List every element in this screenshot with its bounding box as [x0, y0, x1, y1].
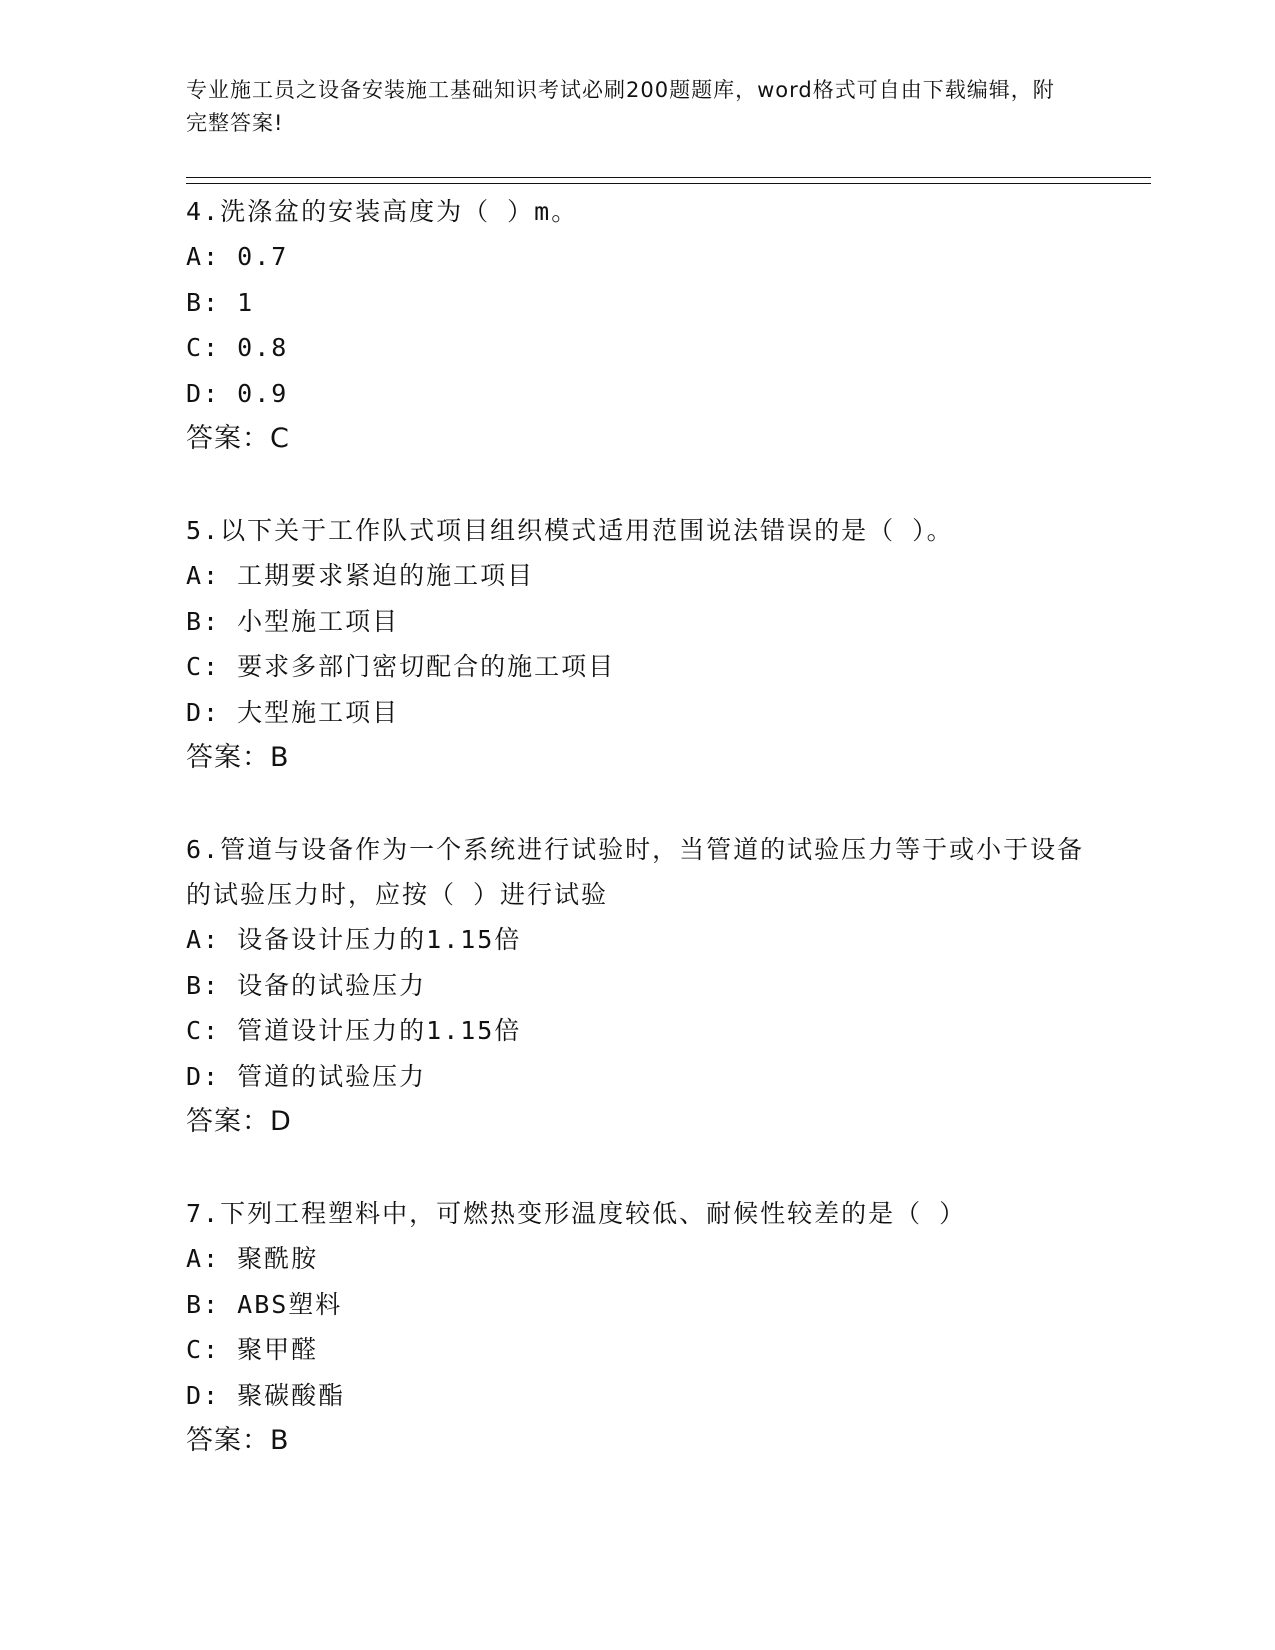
option-a: A: 0.7 [186, 242, 289, 271]
option-b: B: 1 [186, 287, 255, 317]
question-stem: 6.管道与设备作为一个系统进行试验时，当管道的试验压力等于或小于设备的试验压力时，应按（ ）进行试验 [186, 835, 1085, 909]
option-a: A: 工期要求紧迫的施工项目 [186, 561, 535, 590]
question-stem: 4.洗涤盆的安装高度为（ ）m。 [186, 197, 579, 226]
option-c: C: 聚甲醛 [186, 1335, 319, 1364]
option-b: B: 小型施工项目 [186, 606, 400, 636]
option-d: D: 大型施工项目 [186, 697, 400, 727]
option-d: D: 0.9 [186, 378, 289, 408]
option-c: C: 要求多部门密切配合的施工项目 [186, 652, 616, 681]
option-b: B: ABS塑料 [186, 1289, 343, 1319]
question-stem: 5.以下关于工作队式项目组织模式适用范围说法错误的是（ ）。 [186, 516, 954, 545]
answer-text: 答案：B [186, 742, 290, 773]
question-list [186, 189, 1086, 1463]
option-b: B: 设备的试验压力 [186, 970, 427, 1000]
answer-text: 答案：D [186, 1106, 292, 1137]
option-c: C: 0.8 [186, 333, 289, 362]
option-d: D: 聚碳酸酯 [186, 1380, 346, 1410]
document-header: 专业施工员之设备安装施工基础知识考试必刷200题题库，word格式可自由下载编辑，附完整答案! [186, 78, 1055, 135]
question-4 [186, 189, 1086, 461]
option-a: A: 设备设计压力的1.15倍 [186, 925, 522, 954]
answer-text: 答案：C [186, 423, 290, 454]
option-a: A: 聚酰胺 [186, 1244, 319, 1273]
option-c: C: 管道设计压力的1.15倍 [186, 1016, 522, 1045]
header-divider-bottom [186, 183, 1151, 184]
answer-text: 答案：B [186, 1425, 290, 1456]
question-5 [186, 508, 1086, 780]
option-d: D: 管道的试验压力 [186, 1061, 427, 1091]
header-divider-top [186, 177, 1151, 178]
question-stem: 7.下列工程塑料中，可燃热变形温度较低、耐候性较差的是（ ） [186, 1199, 967, 1228]
question-7 [186, 1191, 1086, 1463]
question-6 [186, 827, 1086, 1144]
